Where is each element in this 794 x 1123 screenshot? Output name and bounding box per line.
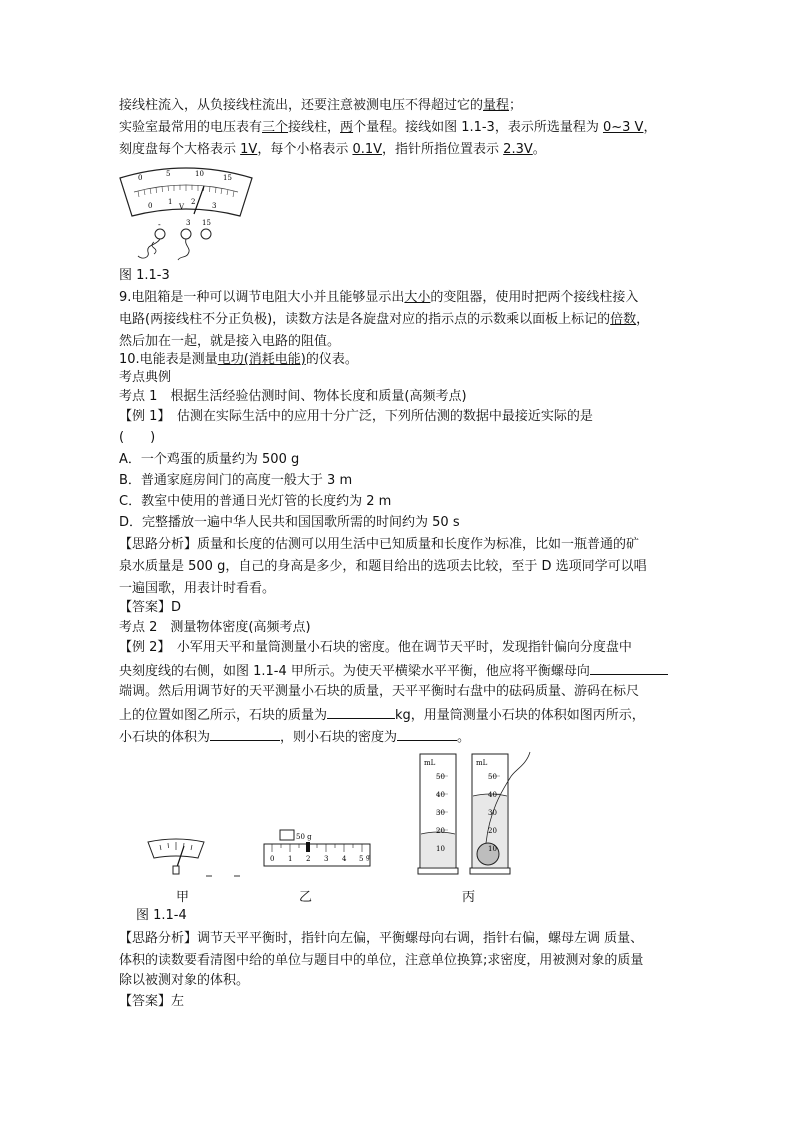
- option-d: D．完整播放一遍中华人民共和国国歌所需的时间约为 50 s: [119, 515, 460, 530]
- unit-label: mL: [476, 759, 488, 767]
- unit-label: V: [179, 203, 185, 211]
- text: 上的位置如图乙所示，石块的质量为: [119, 708, 328, 723]
- tick-label: 5: [359, 855, 364, 863]
- text: ，则小石块的密度为: [280, 730, 398, 745]
- topic-heading: 考点 2 测量物体密度(高频考点): [119, 620, 311, 635]
- analysis-text: 泉水质量是 500 g，自己的身高是多少，和题目给出的选项去比较，至于 D 选项同学可以唱: [119, 559, 647, 574]
- analysis-text: 【思路分析】调节天平平衡时，指针向左偏，平衡螺母向右调，指针右偏，螺母左调 质量、: [119, 931, 644, 946]
- tick-label: 20: [488, 827, 497, 835]
- underlined-answer: 倍数: [610, 312, 637, 327]
- analysis-text: 除以被测对象的体积。: [119, 973, 250, 988]
- weight-block: [280, 830, 294, 840]
- tick-label: 30: [436, 809, 445, 817]
- unit-label: mL: [424, 759, 436, 767]
- example-question: 【例 2】 小军用天平和量筒测量小石块的密度。他在调节天平时，发现指针偏向分度盘中: [119, 640, 632, 655]
- terminal-label: 3: [186, 219, 191, 227]
- answer-blank: [327, 704, 395, 719]
- answer-line: 【答案】D: [119, 600, 182, 615]
- answer-blank: [590, 660, 668, 675]
- underlined-answer: 1V: [240, 142, 258, 157]
- text: 个量程。接线如图 1.1-3，表示所选量程为: [353, 120, 603, 135]
- option-b: B．普通家庭房间门的高度一般大于 3 m: [119, 473, 353, 488]
- text: 央刻度线的右侧，如图 1.1-4 甲所示。为使天平横梁水平平衡，他应将平衡螺母向: [119, 664, 590, 679]
- analysis-text: 【思路分析】质量和长度的估测可以用生活中已知质量和长度作为标准，比如一瓶普通的矿: [119, 537, 640, 552]
- tick-label: 3: [324, 855, 329, 863]
- underlined-answer: 三个: [262, 120, 289, 135]
- voltmeter-figure: [116, 164, 256, 264]
- graduated-cylinders-figure: [414, 748, 534, 880]
- answer-line: 【答案】左: [119, 994, 185, 1009]
- answer-paren: ( ): [119, 430, 156, 445]
- text-line-energy-meter: [119, 350, 358, 370]
- tick-label: 0: [148, 202, 153, 210]
- answer-blank: [397, 726, 457, 741]
- text: 接线柱流入，从负接线柱流出，还要注意被测电压不得超过它的: [119, 98, 484, 113]
- text: ，: [636, 312, 650, 327]
- tick-label: 0: [138, 174, 143, 182]
- tick-label: 10: [488, 845, 497, 853]
- underlined-answer: 量程: [483, 98, 510, 113]
- example-question: 【例 1】 估测在实际生活中的应用十分广泛，下列所估测的数据中最接近实际的是: [119, 409, 593, 424]
- text: ，指针所指位置表示: [382, 142, 504, 157]
- text: 接线柱，: [288, 120, 341, 135]
- option-c: C．教室中使用的普通日光灯管的长度约为 2 m: [119, 494, 392, 509]
- rider-scale-figure: [262, 828, 374, 874]
- text-line-resistance-box: [119, 288, 638, 308]
- text: 的变阻器，使用时把两个接线柱接入: [430, 290, 639, 305]
- text: 小石块的体积为: [119, 730, 211, 745]
- example-question-line: 端调。然后用调节好的天平测量小石块的质量，天平平衡时右盘中的砝码质量、游码在标尺: [119, 684, 640, 699]
- text: 。: [457, 730, 471, 745]
- wire: [178, 239, 189, 260]
- tick-label: 10: [195, 170, 204, 178]
- tick-label: 1: [168, 198, 173, 206]
- underlined-answer: 电功(消耗电能): [217, 352, 306, 367]
- rider: [306, 842, 310, 852]
- example-question-line: [119, 704, 645, 726]
- figure-label-bing: 丙: [462, 890, 476, 905]
- text-line-scale: [119, 140, 546, 160]
- section-heading: 考点典例: [119, 370, 172, 385]
- option-a: A．一个鸡蛋的质量约为 500 g: [119, 452, 300, 467]
- tick-label: 50: [436, 773, 445, 781]
- text: ，: [643, 120, 657, 135]
- figure-caption: 图 1.1-3: [119, 268, 170, 283]
- tick-label: 4: [342, 855, 347, 863]
- text-line: 然后加在一起，就是接入电路的阻值。: [119, 334, 341, 349]
- tick-label: 1: [288, 855, 293, 863]
- wire: [138, 239, 160, 258]
- tick-label: 3: [212, 202, 217, 210]
- tick-label: 50: [488, 773, 497, 781]
- text: 的仪表。: [305, 352, 358, 367]
- text: 9.电阻箱是一种可以调节电阻大小并且能够显示出: [119, 290, 405, 305]
- balance-scale-figure: [146, 836, 246, 882]
- terminal-15v: [201, 229, 211, 239]
- text: ；: [509, 98, 523, 113]
- text: 刻度盘每个大格表示: [119, 142, 241, 157]
- tick-label: 30: [488, 809, 497, 817]
- underlined-answer: 大小: [404, 290, 431, 305]
- text-line-resistance-box-2: [119, 310, 649, 330]
- terminal-3v: [181, 229, 191, 239]
- voltmeter-ticks: [138, 185, 234, 198]
- terminal-label: 15: [202, 219, 211, 227]
- analysis-text: 体积的读数要看清图中给的单位与题目中的单位，注意单位换算;求密度，用被测对象的质量: [119, 953, 644, 968]
- example-question-line: [119, 726, 470, 748]
- cylinder-after: [470, 752, 530, 874]
- tick-label: 2: [191, 198, 196, 206]
- weight-label: 50 g: [296, 833, 312, 841]
- terminal-label: -: [158, 220, 161, 229]
- tick-label: 10: [436, 845, 445, 853]
- underlined-answer: 0.1V: [352, 142, 383, 157]
- text: 电路(两接线柱不分正负极)，读数方法是各旋盘对应的指示点的示数乘以面板上标记的: [119, 312, 611, 327]
- example-question-line: [119, 660, 668, 682]
- figure-caption: 图 1.1-4: [136, 908, 187, 923]
- cylinder-before: [418, 754, 458, 874]
- underlined-answer: 两: [340, 120, 354, 135]
- text: 10.电能表是测量: [119, 352, 218, 367]
- tick-label: 2: [306, 855, 311, 863]
- text-line-voltmeter: [119, 118, 656, 138]
- answer-blank: [210, 726, 280, 741]
- figure-label-jia: 甲: [176, 890, 190, 905]
- underlined-answer: 0~3 V: [602, 120, 644, 135]
- tick-label: 40: [488, 791, 497, 799]
- topic-heading: 考点 1 根据生活经验估测时间、物体长度和质量(高频考点): [119, 389, 467, 404]
- analysis-text: 一遍国歌，用表计时看看。: [119, 581, 276, 596]
- text: 。: [532, 142, 546, 157]
- tick-label: 40: [436, 791, 445, 799]
- unit-label: g: [366, 854, 370, 861]
- tick-label: 15: [223, 174, 232, 182]
- figure-label-yi: 乙: [299, 890, 313, 905]
- tick-label: 0: [270, 855, 275, 863]
- tick-label: 5: [166, 170, 171, 178]
- text: ，每个小格表示: [257, 142, 353, 157]
- tick-label: 20: [436, 827, 445, 835]
- text-line-terminals: [119, 96, 522, 116]
- text: kg，用量筒测量小石块的体积如图丙所示，: [395, 708, 645, 723]
- text: 实验室最常用的电压表有: [119, 120, 263, 135]
- terminal-negative: [155, 229, 165, 239]
- underlined-answer: 2.3V: [503, 142, 533, 157]
